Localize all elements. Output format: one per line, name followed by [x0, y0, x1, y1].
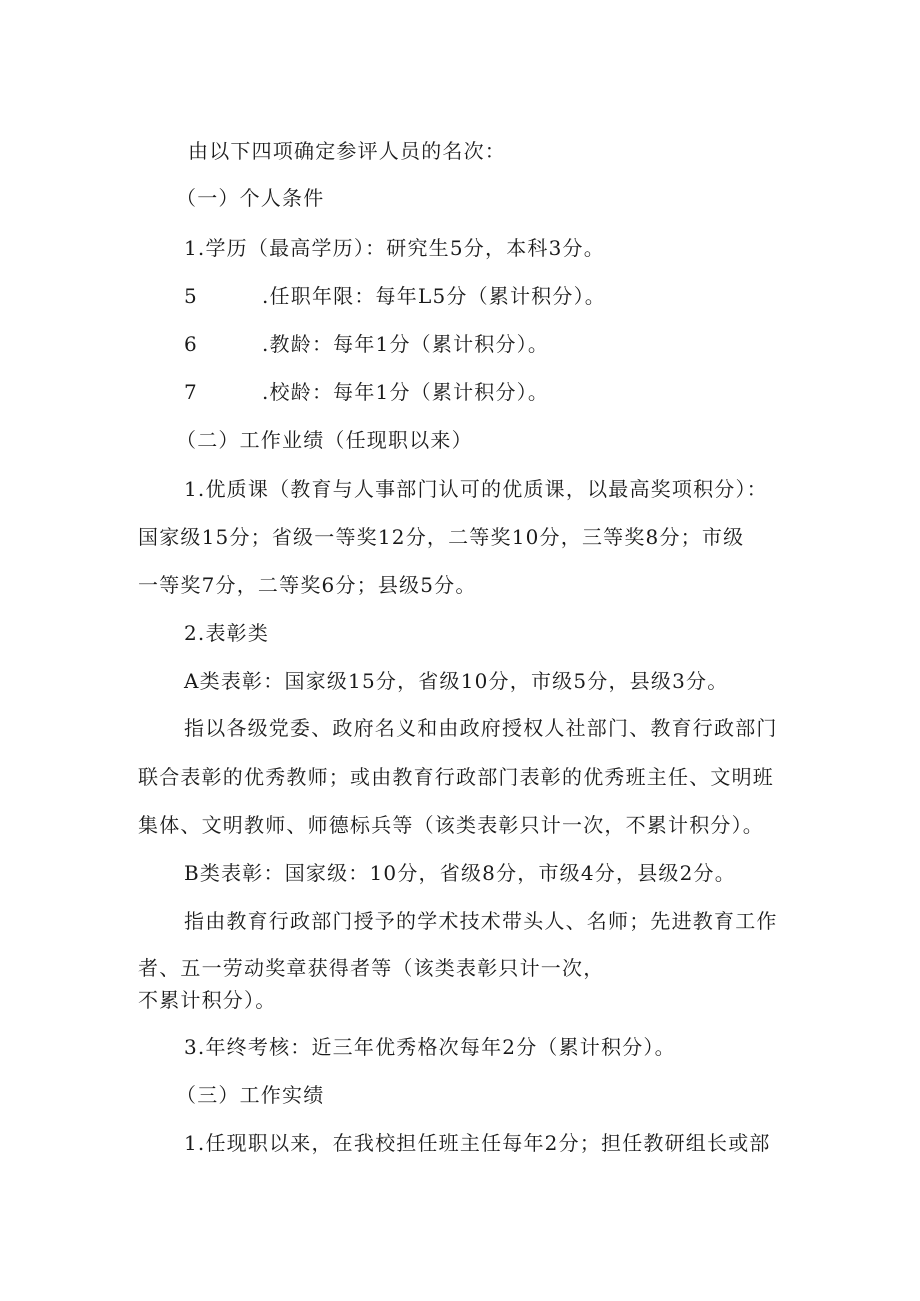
numbered-item [184, 380, 549, 404]
paragraph-line: B类表彰：国家级：10分，省级8分，市级4分，县级2分。 [184, 861, 736, 885]
section-heading-3: （三）工作实绩 [176, 1083, 325, 1107]
paragraph-line: 2.表彰类 [184, 621, 270, 645]
item-text: .教龄：每年1分（累计积分）。 [262, 332, 550, 356]
paragraph-line: 集体、文明教师、师德标兵等（该类表彰只计一次，不累计积分）。 [138, 813, 764, 837]
paragraph-line: 联合表彰的优秀教师；或由教育行政部门表彰的优秀班主任、文明班 [138, 765, 774, 789]
intro-line: 由以下四项确定参评人员的名次： [188, 139, 506, 163]
numbered-item [184, 332, 549, 356]
paragraph-line: A类表彰：国家级15分，省级10分，市级5分，县级3分。 [184, 669, 729, 693]
item-text: .任职年限：每年L5分（累计积分）。 [262, 284, 606, 308]
paragraph-line: 指以各级党委、政府名义和由政府授权人社部门、教育行政部门 [184, 716, 778, 740]
paragraph-line: 国家级15分；省级一等奖12分，二等奖10分，三等奖8分；市级 [138, 525, 745, 549]
section-heading-1: （一）个人条件 [176, 186, 325, 210]
item-text: .校龄：每年1分（累计积分）。 [262, 380, 550, 404]
paragraph-line: 不累计积分）。 [138, 988, 277, 1012]
paragraph-line: 一等奖7分，二等奖6分；县级5分。 [138, 573, 477, 597]
item-number: 5 [184, 284, 198, 308]
numbered-item [184, 284, 606, 308]
paragraph-line: 者、五一劳动奖章获得者等（该类表彰只计一次， [138, 956, 605, 980]
section-heading-2: （二）工作业绩（任现职以来） [176, 428, 473, 452]
item-number: 6 [184, 332, 198, 356]
paragraph-line: 指由教育行政部门授予的学术技术带头人、名师；先进教育工作 [184, 909, 778, 933]
paragraph-line: 3.年终考核：近三年优秀格次每年2分（累计积分）。 [184, 1035, 676, 1059]
paragraph-line: 1.任现职以来，在我校担任班主任每年2分；担任教研组长或部 [184, 1131, 771, 1155]
paragraph-line: 1.优质课（教育与人事部门认可的优质课，以最高奖项积分）： [184, 477, 768, 501]
item-number: 7 [184, 380, 198, 404]
paragraph-line: 1.学历（最高学历）：研究生5分，本科3分。 [184, 236, 605, 260]
